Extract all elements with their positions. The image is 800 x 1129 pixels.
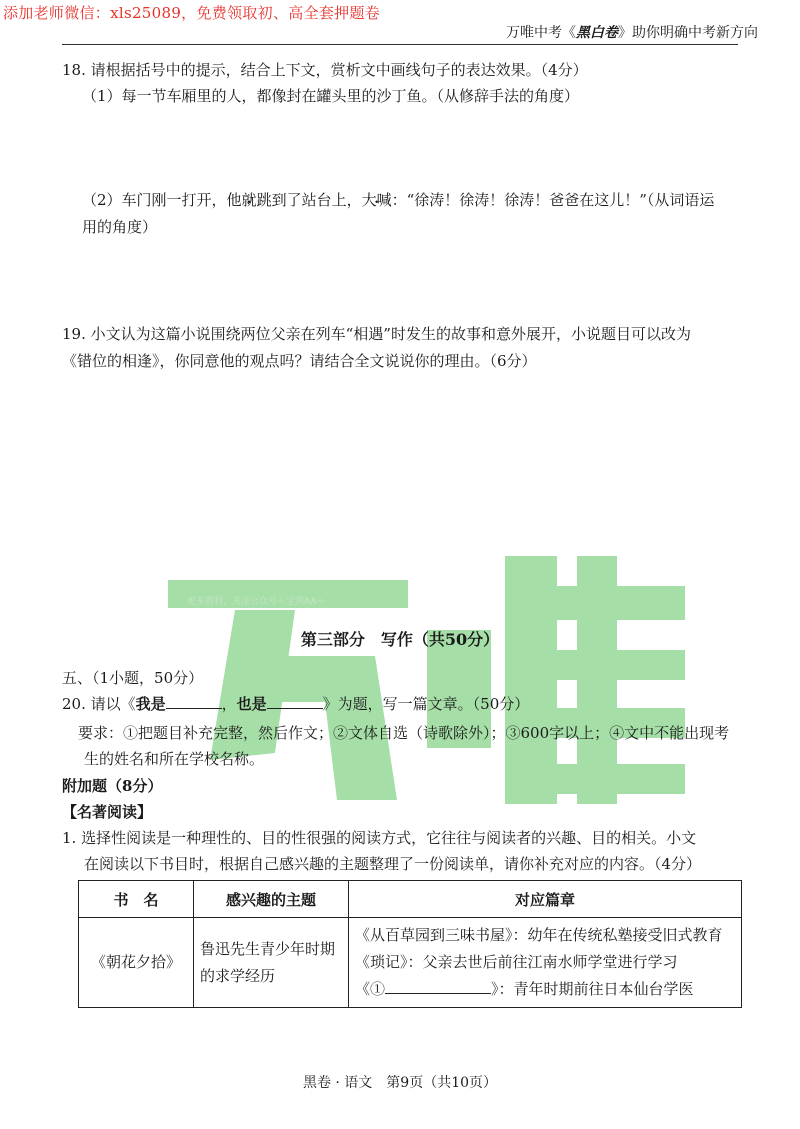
part-5-heading: 五、（1小题，50分）	[62, 669, 204, 687]
q20-prefix: 20. 请以《	[62, 695, 136, 713]
question-20	[62, 692, 529, 718]
q18-part2-mid: 跳到了站台上，	[256, 191, 362, 209]
table-header-row	[79, 881, 742, 918]
q18-part2-pre: （2）车门刚一打开，他	[82, 191, 242, 209]
classic-reading-heading: 【名著阅读】	[62, 803, 153, 821]
question-18-stem: 18. 请根据括号中的提示，结合上下文，赏析文中画线句子的表达效果。（4分）	[62, 61, 588, 79]
chapter-fill-in	[355, 976, 735, 1003]
table-row	[79, 918, 742, 1008]
fill-in-suffix: 》：青年时期前往日本仙台学医	[491, 980, 694, 998]
header-chapters: 对应篇章	[349, 881, 742, 918]
book-cell: 《朝花夕拾》	[79, 918, 194, 1008]
q20-suffix: 》为题，写一篇文章。（50分）	[322, 695, 530, 713]
q20-blank-1[interactable]	[166, 693, 222, 709]
series-suffix: 》助你明确中考新方向	[618, 25, 758, 41]
chapter-item: 《琐记》：父亲去世后前往江南水师学堂进行学习	[355, 953, 678, 971]
header-topic: 感兴趣的主题	[194, 881, 349, 918]
q20-word-2: 也是	[236, 695, 267, 713]
question-18-part-2-line2: 用的角度）	[82, 218, 158, 236]
question-18-part-2	[82, 188, 714, 214]
chapter-item: 《从百草园到三味书屋》：幼年在传统私塾接受旧式教育	[355, 926, 723, 944]
question-19-line-2: 《错位的相逢》，你同意他的观点吗？请结合全文说说你的理由。（6分）	[62, 352, 537, 370]
question-1-line-2: 在阅读以下书目时，根据自己感兴趣的主题整理了一份阅读单，请你补充对应的内容。（4分）	[84, 855, 702, 873]
question-19-line-1: 19. 小文认为这篇小说围绕两位父亲在列车“相遇”时发生的故事和意外展开，小说题目可以改为	[62, 325, 691, 343]
page-footer: 黑卷 · 语文 第9页（共10页）	[302, 1075, 498, 1091]
reading-list-table	[78, 880, 742, 1008]
question-18-part-1: （1）每一节车厢里的人，都像封在罐头里的沙丁鱼。（从修辞手法的角度）	[82, 87, 580, 105]
emphasized-word-jiu: 就 •	[242, 191, 257, 209]
q20-mid: ，	[221, 695, 237, 713]
q20-blank-2[interactable]	[267, 693, 323, 709]
q20-word-1: 我是	[135, 695, 166, 713]
essay-requirements: 要求：①把题目补充完整，然后作文；②文体自选（诗歌除外）；③600字以上；④文中不能出现考生的姓名和所在学校名称。	[78, 724, 730, 769]
promo-banner: 添加老师微信：xls25089，免费领取初、高全套押题卷	[3, 4, 381, 22]
header-rule	[62, 44, 738, 45]
series-prefix: 万唯中考《	[506, 25, 576, 41]
series-header	[506, 22, 758, 42]
chapters-cell	[349, 918, 742, 1008]
topic-cell: 鲁迅先生青少年时期的求学经历	[194, 918, 349, 1008]
emphasized-word-dahan: 大喊 •	[362, 191, 392, 209]
section-title: 第三部分 写作（共50分）	[300, 630, 500, 649]
question-1-line-1: 1. 选择性阅读是一种理性的、目的性很强的阅读方式，它往往与阅读者的兴趣、目的相关。小文	[62, 829, 697, 847]
fill-in-prefix: 《①	[355, 980, 386, 998]
watermark-slogan: 更多资料，关注公众号＋宝典AA＋	[187, 597, 326, 607]
header-book-title: 书 名	[79, 881, 194, 918]
series-brand: 黑白卷	[576, 25, 618, 41]
bonus-heading: 附加题（8分）	[62, 777, 163, 795]
answer-blank-1[interactable]	[385, 978, 491, 994]
q18-part2-post: ：“徐涛！徐涛！徐涛！爸爸在这儿！”（从词语运	[391, 191, 715, 209]
